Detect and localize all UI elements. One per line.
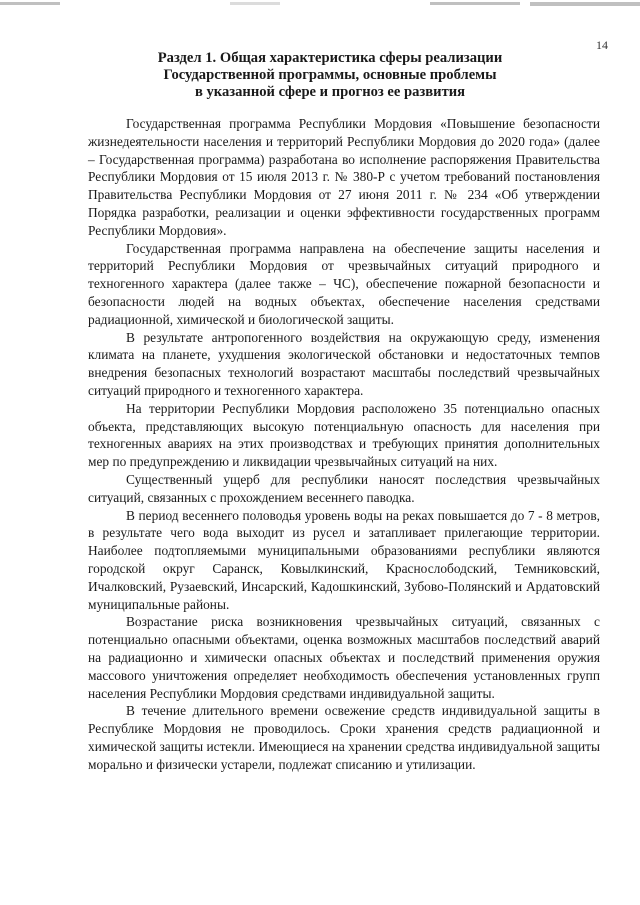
section-title-line: Раздел 1. Общая характеристика сферы реализации [157,50,503,66]
paragraph-anthropogenic-impact: В результате антропогенного воздействия на окружающую среду, изменения климата на планете, ухудшения экологической обстановки и недостаточных темпов внедрения безопасных технологий возрастают масштабы последствий чрезвычайных ситуаций природного и техногенного характера. [88,329,600,398]
section-title-line: Государственной программы, основные проблемы [163,67,497,83]
scan-edge-artifact [0,0,640,14]
paragraph-program-goals: Государственная программа направлена на обеспечение защиты населения и территорий Республики Мордовия от чрезвычайных ситуаций природного и техногенного характера (далее также – ЧС), обеспечение пожарной безопасности и безопасности людей на водных объектах, обеспечение населения средствами радиационной, химической и биологической защиты. [88,240,600,327]
paragraph-flood-damage: Существенный ущерб для республики наносят последствия чрезвычайных ситуаций, связанных с прохождением весеннего паводка. [88,471,600,505]
section-title-line: в указанной сфере и прогноз ее развития [194,84,466,100]
paragraph-program-basis: Государственная программа Республики Мордовия «Повышение безопасности жизнедеятельности населения и территорий Республики Мордовия до 2020 года» (далее – Государственная программа) разработана во исполнение распоряжения Правительства Республики Мордовия от 15 июля 2013 г. № 380-Р с учетом требований постановления Правительства Республики Мордовия от 27 июня 2011 г. № 234 «Об утверждении Порядка разработки, реализации и оценки эффективности государственных программ Республики Мордовия». [88,116,600,238]
paragraph-protection-need: Возрастание риска возникновения чрезвычайных ситуаций, связанных с потенциально опасными объектами, оценка возможных масштабов последствий аварий на радиационно и химически опасных объектах и последствий применения оружия массового уничтожения определяет необходимость обеспечения установленных групп населения Республики Мордовия средствами индивидуальной защиты. [88,614,600,701]
paragraph-flood-areas: В период весеннего половодья уровень воды на реках повышается до 7 - 8 метров, в результате чего вода выходит из русел и затапливает прилегающие территории. Наиболее подтопляемыми муниципальными образованиями республики являются городской округ Саранск, Ковылкинский, Краснослободский, Темниковский, Ичалковский, Рузаевский, Инсарский, Кадошкинский, Зубово-Полянский и Ардатовский муниципальные районы. [88,507,600,612]
body-text [88,115,600,773]
paragraph-equipment-status: В течение длительного времени освежение средств индивидуальной защиты в Республике Мордовия не проводилось. Сроки хранения средств радиационной и химической защиты истекли. Имеющиеся на хранении средства индивидуальной защиты морально и физически устарели, подлежат списанию и утилизации. [88,703,600,772]
page-number: 14 [596,38,608,52]
section-title [70,50,590,101]
paragraph-hazardous-objects: На территории Республики Мордовия расположено 35 потенциально опасных объекта, представляющих высокую потенциальную опасность для населения при техногенных авариях на этих производствах и требующих принятия дополнительных мер по предупреждению и ликвидации чрезвычайных ситуаций на них. [88,400,600,470]
